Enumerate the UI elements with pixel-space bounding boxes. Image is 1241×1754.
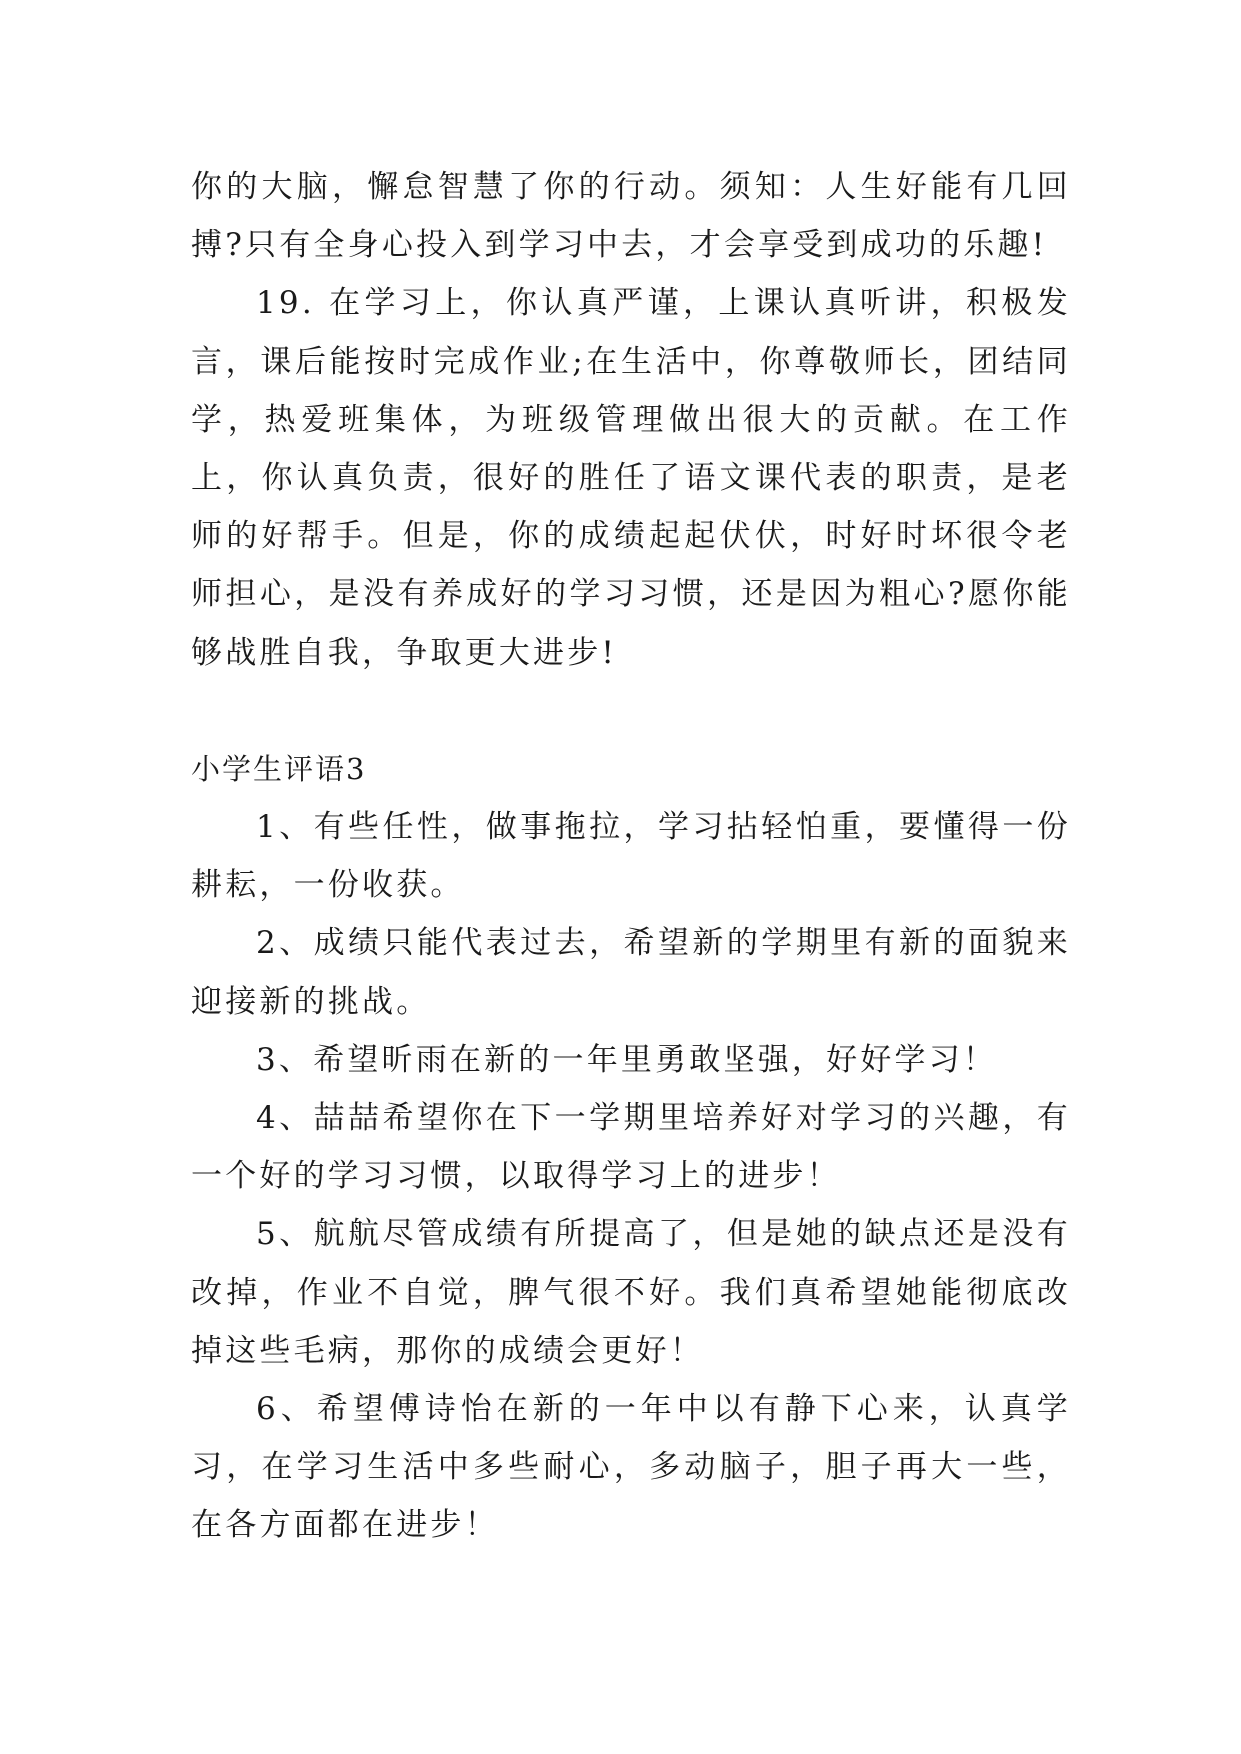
list-item: 5、航航尽管成绩有所提高了，但是她的缺点还是没有改掉，作业不自觉，脾气很不好。我们真希望她能彻底改掉这些毛病，那你的成绩会更好！	[191, 1216, 1071, 1369]
list-item: 4、喆喆希望你在下一学期里培养好对学习的兴趣，有一个好的学习习惯，以取得学习上的进步！	[191, 1100, 1071, 1195]
section-heading: 小学生评语3	[191, 751, 367, 786]
list-item: 6、希望傅诗怡在新的一年中以有静下心来，认真学习，在学习生活中多些耐心，多动脑子，胆子再大一些，在各方面都在进步！	[191, 1391, 1071, 1544]
list-item: 3、希望昕雨在新的一年里勇敢坚强，好好学习！	[256, 1041, 998, 1078]
section-spacer	[191, 682, 1071, 740]
paragraph-continuation: 你的大脑，懈怠智慧了你的行动。须知：人生好能有几回搏?只有全身心投入到学习中去，才会享受到成功的乐趣!	[191, 169, 1071, 264]
document-body	[191, 158, 1071, 1555]
list-item: 1、有些任性，做事拖拉，学习拈轻怕重，要懂得一份耕耘，一份收获。	[191, 809, 1071, 904]
list-item: 2、成绩只能代表过去，希望新的学期里有新的面貌来迎接新的挑战。	[191, 925, 1071, 1020]
paragraph-item-19: 19. 在学习上，你认真严谨，上课认真听讲，积极发言，课后能按时完成作业;在生活中，你尊敬师长，团结同学，热爱班集体，为班级管理做出很大的贡献。在工作上，你认真负责，很好的胜任了语文课代表的职责，是老师的好帮手。但是，你的成绩起起伏伏，时好时坏很令老师担心，是没有养成好的学习习惯，还是因为粗心?愿你能够战胜自我，争取更大进步!	[191, 285, 1071, 671]
